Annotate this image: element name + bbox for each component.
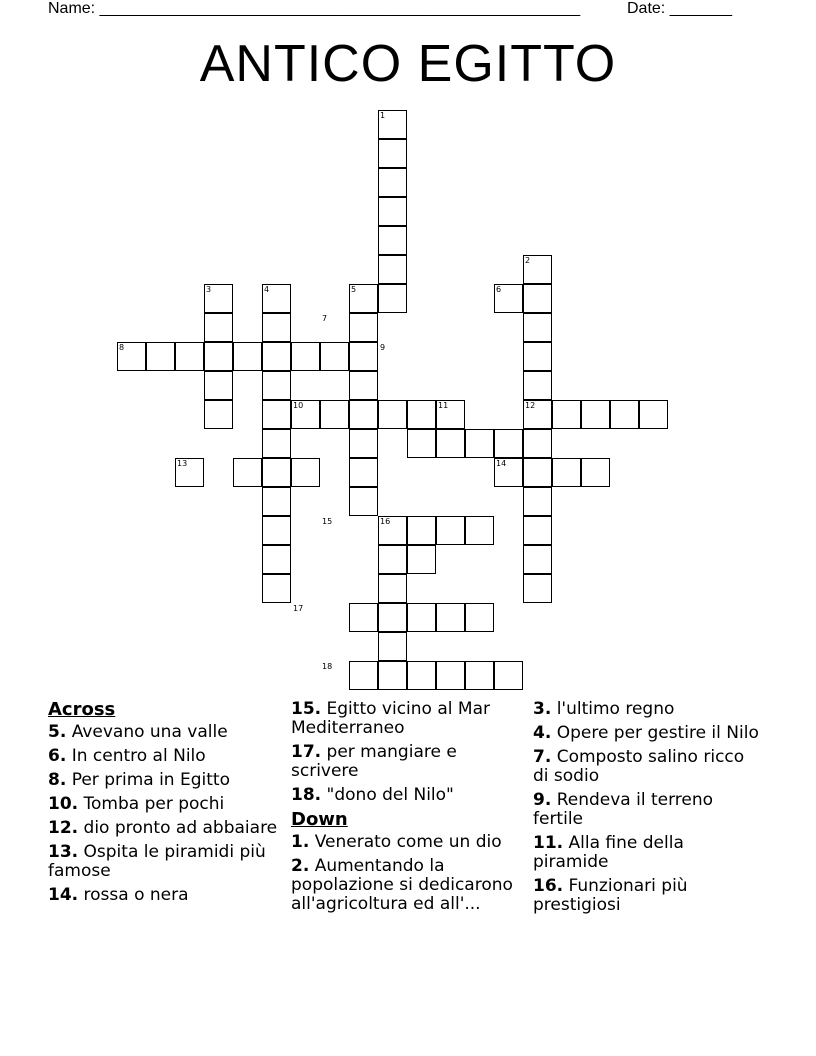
- clue-number: 3: [206, 285, 212, 294]
- grid-cell[interactable]: [523, 516, 552, 545]
- clue-item: [48, 843, 278, 881]
- clue-item-text: Venerato come un dio: [309, 832, 502, 852]
- grid-cell[interactable]: [523, 458, 552, 487]
- grid-cell[interactable]: [378, 197, 407, 226]
- grid-cell[interactable]: [175, 342, 204, 371]
- grid-cell[interactable]: [581, 400, 610, 429]
- clue-item-number: 8.: [48, 770, 67, 790]
- name-field-label: Name: ______________________________________________________: [48, 0, 581, 17]
- grid-cell[interactable]: [320, 400, 349, 429]
- grid-cell[interactable]: [349, 429, 378, 458]
- clue-item: [533, 834, 763, 872]
- grid-cell[interactable]: [523, 284, 552, 313]
- grid-cell[interactable]: [349, 603, 378, 632]
- across-heading: Across: [48, 699, 116, 720]
- clue-number: 7: [322, 314, 328, 323]
- grid-cell[interactable]: [291, 342, 320, 371]
- clue-number: 4: [264, 285, 270, 294]
- grid-cell[interactable]: [436, 661, 465, 690]
- clue-number: 14: [496, 459, 507, 468]
- clue-number: 18: [322, 662, 333, 671]
- grid-cell[interactable]: [262, 313, 291, 342]
- grid-cell[interactable]: [262, 342, 291, 371]
- grid-cell[interactable]: [378, 545, 407, 574]
- clue-item: [291, 833, 521, 852]
- grid-cell[interactable]: [378, 284, 407, 313]
- clue-number: 8: [119, 343, 125, 352]
- clue-number: 12: [525, 401, 536, 410]
- clue-item-number: 2.: [291, 856, 310, 876]
- clue-number: 13: [177, 459, 188, 468]
- grid-cell[interactable]: [349, 400, 378, 429]
- grid-cell[interactable]: [349, 371, 378, 400]
- clue-item-number: 10.: [48, 794, 79, 814]
- grid-cell[interactable]: [639, 400, 668, 429]
- clues-column-1: [48, 700, 278, 910]
- grid-cell[interactable]: [523, 545, 552, 574]
- clue-item-number: 1.: [291, 832, 310, 852]
- grid-cell[interactable]: [204, 371, 233, 400]
- grid-cell[interactable]: [349, 313, 378, 342]
- clue-number: 6: [496, 285, 502, 294]
- clue-item: [533, 700, 763, 719]
- grid-cell[interactable]: [262, 400, 291, 429]
- clue-item-number: 11.: [533, 833, 564, 853]
- clue-item-text: Per prima in Egitto: [66, 770, 230, 790]
- grid-cell[interactable]: [581, 458, 610, 487]
- clue-item-number: 4.: [533, 723, 552, 743]
- grid-cell[interactable]: [204, 342, 233, 371]
- grid-cell[interactable]: [378, 632, 407, 661]
- grid-cell[interactable]: [204, 313, 233, 342]
- grid-cell[interactable]: [146, 342, 175, 371]
- grid-cell[interactable]: [262, 487, 291, 516]
- grid-cell[interactable]: [407, 545, 436, 574]
- grid-cell[interactable]: [378, 139, 407, 168]
- grid-cell[interactable]: [407, 661, 436, 690]
- clue-item-text: Avevano una valle: [66, 722, 228, 742]
- grid-cell[interactable]: [262, 516, 291, 545]
- grid-cell[interactable]: [233, 342, 262, 371]
- clue-item-text: per mangiare e scrivere: [291, 742, 457, 781]
- clue-item-number: 5.: [48, 722, 67, 742]
- clue-item-number: 16.: [533, 876, 564, 896]
- grid-cell[interactable]: [378, 400, 407, 429]
- clue-item-text: Tomba per pochi: [78, 794, 225, 814]
- grid-cell[interactable]: [436, 429, 465, 458]
- clue-number: 1: [380, 111, 386, 120]
- clue-item-text: "dono del Nilo": [321, 785, 454, 805]
- clue-item-number: 13.: [48, 842, 79, 862]
- clue-item: [48, 723, 278, 742]
- grid-cell[interactable]: [494, 429, 523, 458]
- grid-cell[interactable]: [523, 313, 552, 342]
- clue-item-number: 15.: [291, 699, 322, 719]
- clue-item-text: l'ultimo regno: [551, 699, 675, 719]
- grid-cell[interactable]: [523, 429, 552, 458]
- page-title: ANTICO EGITTO: [199, 35, 617, 93]
- grid-cell[interactable]: [262, 429, 291, 458]
- grid-cell[interactable]: [436, 603, 465, 632]
- clue-item-number: 3.: [533, 699, 552, 719]
- clue-item-text: Composto salino ricco di sodio: [533, 747, 745, 786]
- grid-cell[interactable]: [262, 371, 291, 400]
- grid-cell[interactable]: [291, 458, 320, 487]
- grid-cell[interactable]: [610, 400, 639, 429]
- clue-number: 9: [380, 343, 386, 352]
- clue-item: [533, 877, 763, 915]
- grid-cell[interactable]: [523, 574, 552, 603]
- date-field-label: Date: _______: [627, 0, 732, 17]
- grid-cell[interactable]: [349, 342, 378, 371]
- clue-item: [291, 857, 521, 914]
- clue-item-text: Funzionari più prestigiosi: [533, 876, 688, 915]
- grid-cell[interactable]: [204, 400, 233, 429]
- grid-cell[interactable]: [407, 603, 436, 632]
- grid-cell[interactable]: [407, 429, 436, 458]
- grid-cell[interactable]: [378, 661, 407, 690]
- clue-number: 5: [351, 285, 357, 294]
- grid-cell[interactable]: [436, 516, 465, 545]
- grid-cell[interactable]: [523, 342, 552, 371]
- grid-cell[interactable]: [349, 487, 378, 516]
- clue-item-text: rossa o nera: [78, 885, 189, 905]
- clue-item-text: dio pronto ad abbaiare: [78, 818, 278, 838]
- clue-item-text: Aumentando la popolazione si dedicarono all'agricoltura ed all'...: [291, 856, 513, 914]
- clue-number: 15: [322, 517, 333, 526]
- clue-item-number: 17.: [291, 742, 322, 762]
- grid-cell[interactable]: [349, 458, 378, 487]
- clue-item-text: Ospita le piramidi più famose: [48, 842, 266, 881]
- grid-cell[interactable]: [262, 545, 291, 574]
- clue-item-number: 6.: [48, 746, 67, 766]
- clue-item-number: 9.: [533, 790, 552, 810]
- clue-item-text: Alla fine della piramide: [533, 833, 684, 872]
- clue-item: [48, 886, 278, 905]
- clues-column-2: [291, 700, 521, 919]
- clue-item-text: In centro al Nilo: [66, 746, 206, 766]
- grid-cell[interactable]: [523, 487, 552, 516]
- clue-item-text: Rendeva il terreno fertile: [533, 790, 714, 829]
- grid-cell[interactable]: [465, 603, 494, 632]
- clue-item: [533, 791, 763, 829]
- clues-column-3: [533, 700, 763, 920]
- down-heading: Down: [291, 809, 348, 830]
- clue-item: [48, 819, 278, 838]
- clue-item-number: 18.: [291, 785, 322, 805]
- clue-item: [533, 748, 763, 786]
- clue-item: [533, 724, 763, 743]
- grid-cell[interactable]: [523, 371, 552, 400]
- clue-item: [48, 771, 278, 790]
- clue-item: [48, 747, 278, 766]
- grid-cell[interactable]: [262, 458, 291, 487]
- clue-item: [291, 743, 521, 781]
- grid-cell[interactable]: [552, 458, 581, 487]
- grid-cell[interactable]: [407, 400, 436, 429]
- clue-item: [48, 795, 278, 814]
- clue-item-text: Egitto vicino al Mar Mediterraneo: [291, 699, 490, 738]
- grid-cell[interactable]: [407, 516, 436, 545]
- grid-cell[interactable]: [349, 661, 378, 690]
- clue-item: [291, 786, 521, 805]
- clue-number: 11: [438, 401, 449, 410]
- clue-item-number: 14.: [48, 885, 79, 905]
- grid-cell[interactable]: [494, 661, 523, 690]
- grid-cell[interactable]: [320, 342, 349, 371]
- clue-number: 2: [525, 256, 531, 265]
- grid-cell[interactable]: [378, 255, 407, 284]
- clue-number: 17: [293, 604, 304, 613]
- grid-cell[interactable]: [465, 516, 494, 545]
- grid-cell[interactable]: [378, 168, 407, 197]
- clue-number: 16: [380, 517, 391, 526]
- grid-cell[interactable]: [378, 574, 407, 603]
- grid-cell[interactable]: [465, 429, 494, 458]
- clue-number: 10: [293, 401, 304, 410]
- grid-cell[interactable]: [262, 574, 291, 603]
- clue-item: [291, 700, 521, 738]
- clue-item-number: 7.: [533, 747, 552, 767]
- clue-item-text: Opere per gestire il Nilo: [551, 723, 759, 743]
- grid-cell[interactable]: [465, 661, 494, 690]
- grid-cell[interactable]: [552, 400, 581, 429]
- clue-item-number: 12.: [48, 818, 79, 838]
- grid-cell[interactable]: [378, 603, 407, 632]
- grid-cell[interactable]: [378, 226, 407, 255]
- grid-cell[interactable]: [233, 458, 262, 487]
